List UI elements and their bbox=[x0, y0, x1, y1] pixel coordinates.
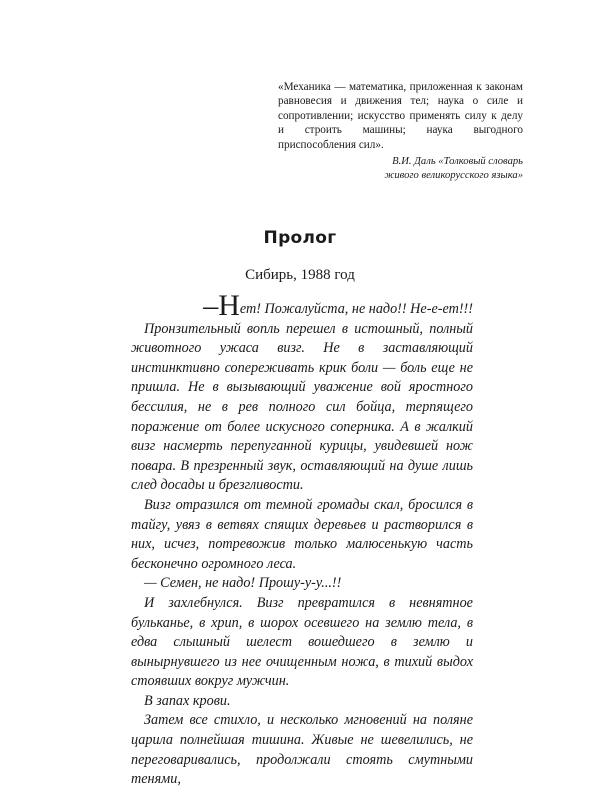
body-text bbox=[131, 289, 473, 790]
epigraph bbox=[278, 80, 523, 182]
chapter-subtitle: Сибирь, 1988 год bbox=[245, 267, 355, 283]
paragraph: Затем все стихло, и несколько мгновений на поляне царила полнейшая тишина. Живые не шевелились, не переговаривались, продолжали стоять смутными тенями, bbox=[131, 712, 473, 788]
opening-line-text: ет! Пожалуйста, не надо!! Не-е-ет!!! bbox=[239, 301, 473, 317]
drop-cap: –Н bbox=[203, 289, 240, 322]
paragraph: — Семен, не надо! Прошу-у-у...!! bbox=[144, 575, 342, 592]
chapter-title: Пролог bbox=[263, 228, 337, 248]
attribution-line-2: живого великорусского языка» bbox=[384, 169, 523, 181]
paragraph: В запах крови. bbox=[144, 692, 231, 709]
opening-line bbox=[131, 289, 473, 322]
epigraph-attribution bbox=[278, 155, 523, 182]
paragraph: Пронзительный вопль перешел в истошный, полный животного ужаса визг. Не в заставляющий инстинктивно сопереживать крик боли — боль еще не пришла. Не в вызывающий уважение вой яростного бессилия, не в рев полного сил бойца, терпящего поражение от более искусного соперника. А в жалкий визг насмерть перепуганной курицы, увидевшей нож повара. В презренный звук, оставляющий на душе лишь след досады и брезгливости. bbox=[131, 320, 473, 494]
epigraph-quote: «Механика — математика, приложенная к законам равновесия и движения тел; наука о силе и сопротивлении; искусство применять силу к делу и строить машины; наука выгодного приспособления сил». bbox=[278, 81, 523, 151]
paragraph: И захлебнулся. Визг превратился в невнятное бульканье, в хрип, в шорох осевшего на землю тела, в едва слышный шелест вошедшего в землю и вынырнувшего из нее очищенным ножа, в тихий выдох стоявших вокруг мужчин. bbox=[131, 594, 473, 690]
paragraph: Визг отразился от темной громады скал, бросился в тайгу, увяз в ветвях спящих деревьев и растворился в них, исчез, потревожив только малюсенькую часть бесконечно огромного леса. bbox=[131, 496, 473, 572]
attribution-line-1: В.И. Даль «Толковый словарь bbox=[392, 156, 523, 168]
